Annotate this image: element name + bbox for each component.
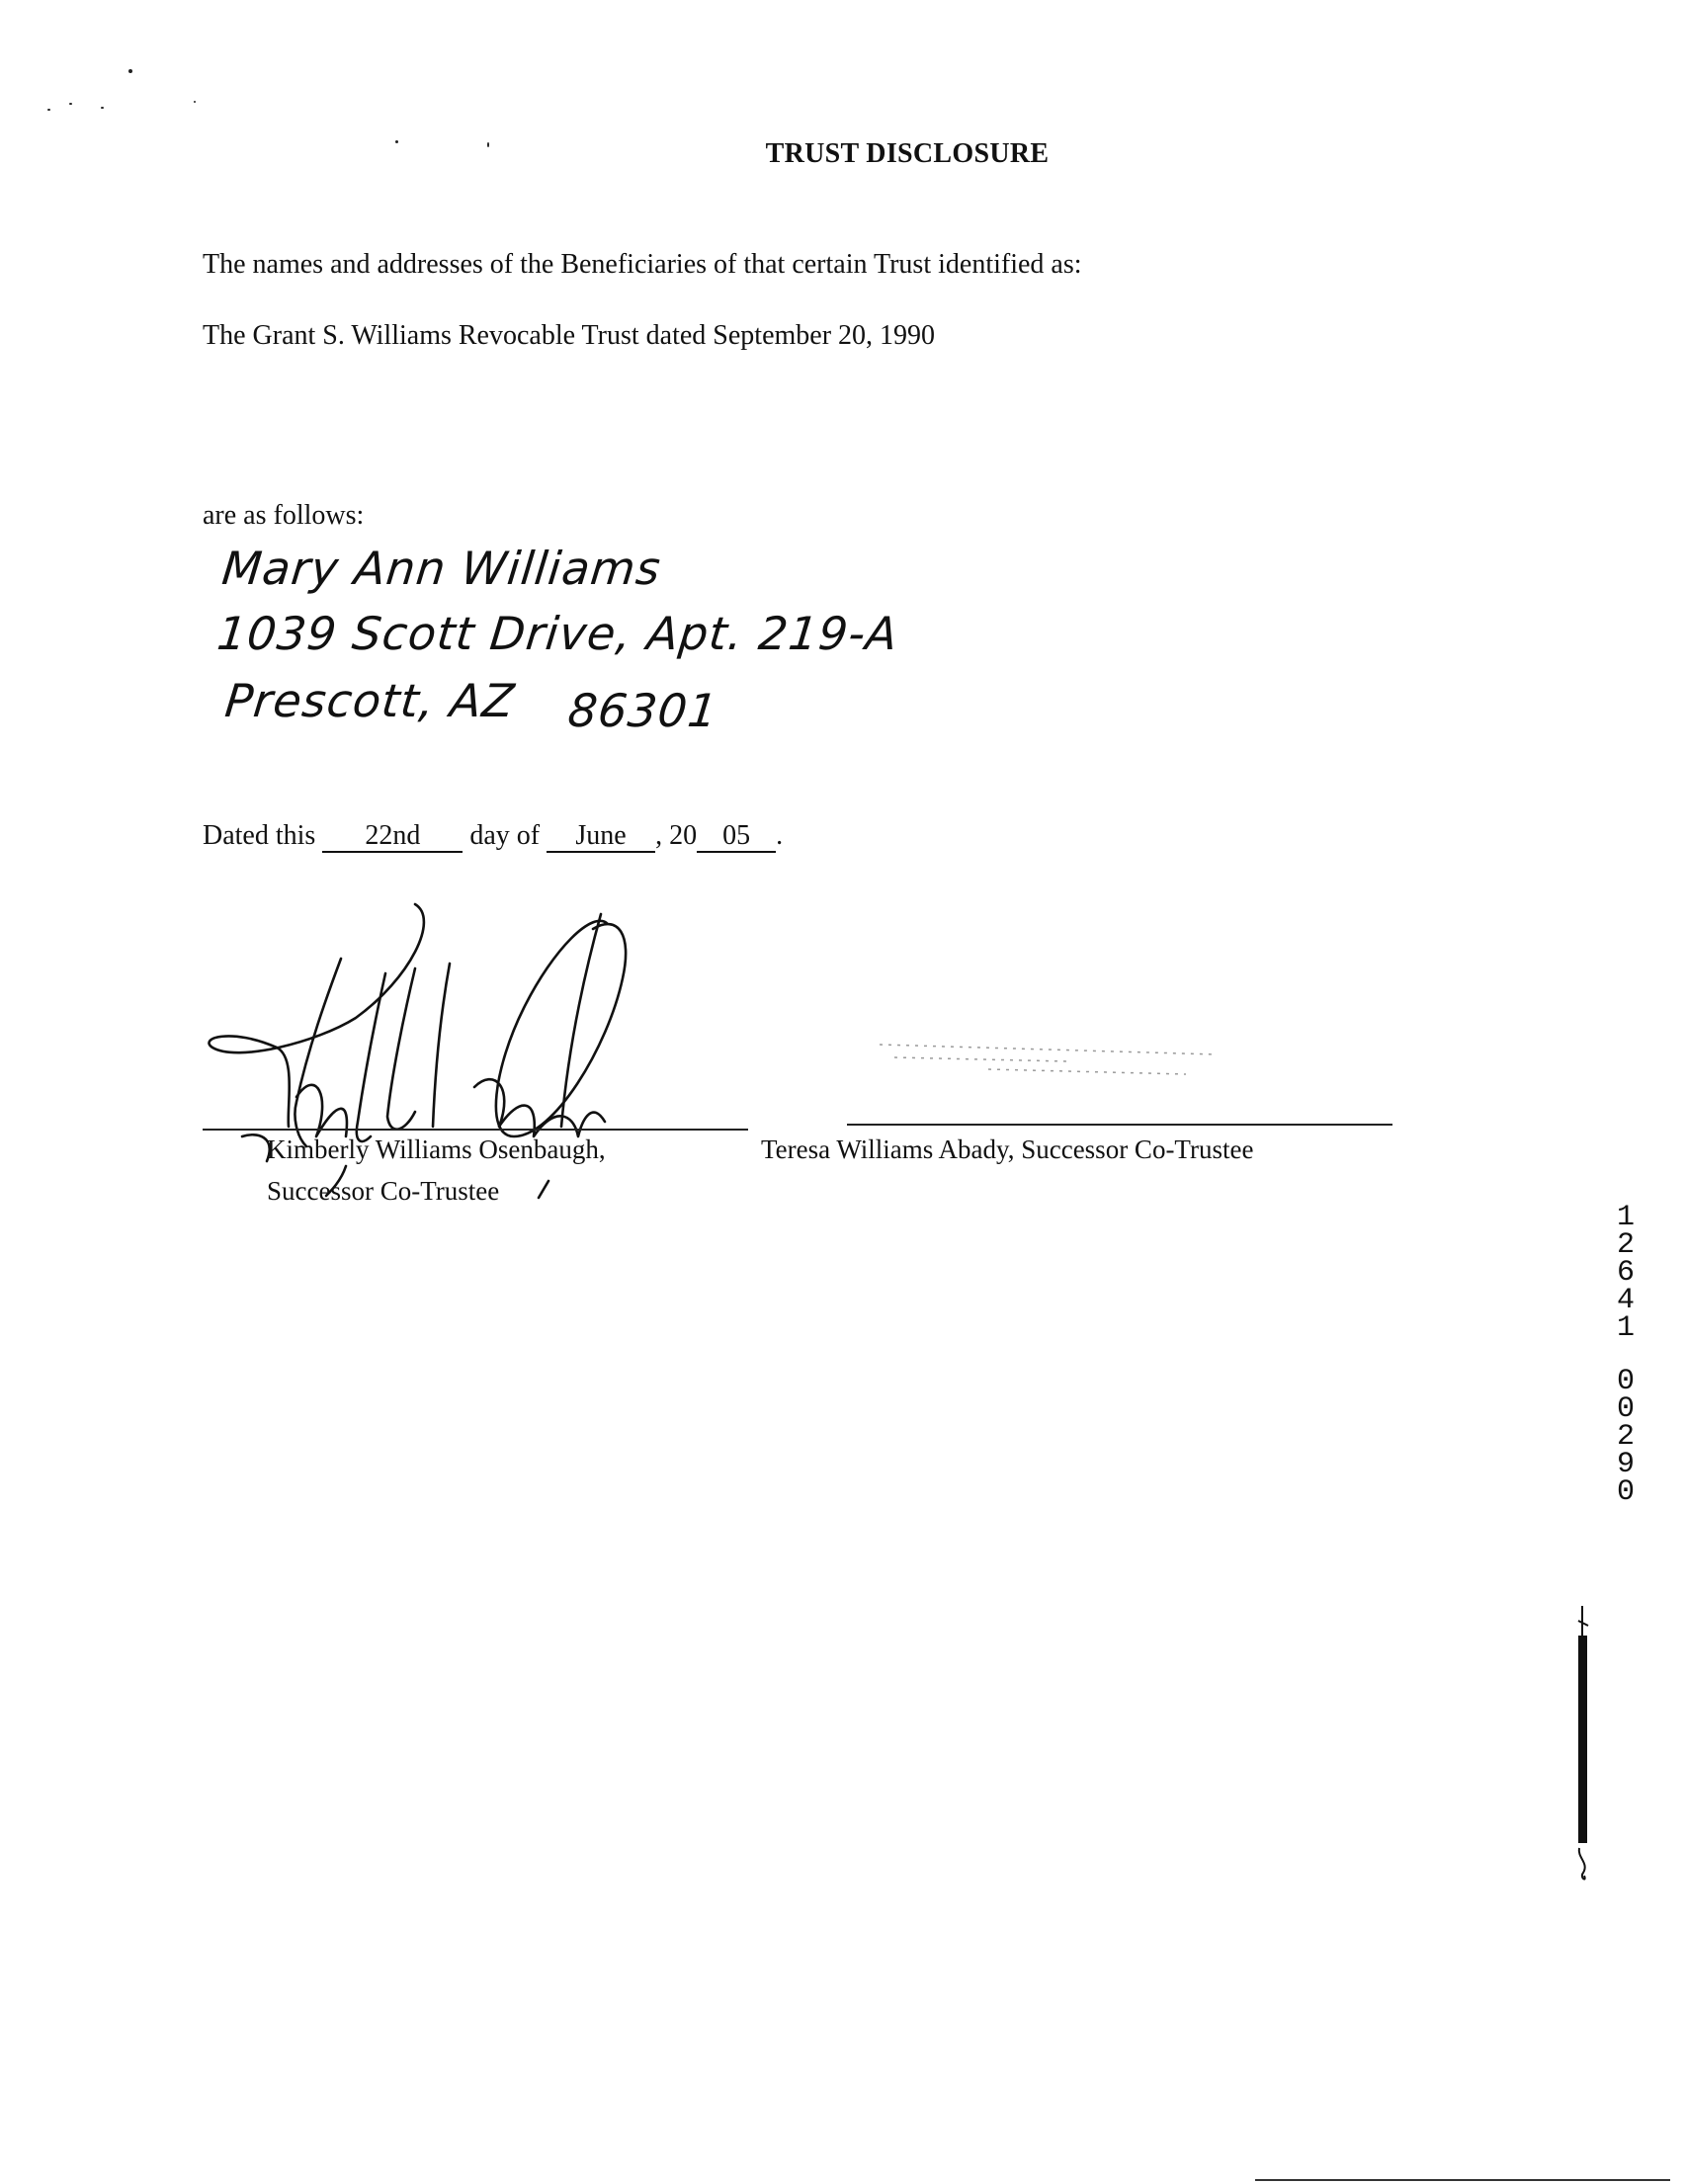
dated-end: . (776, 820, 784, 851)
document-title: TRUST DISCLOSURE (765, 138, 1050, 169)
dated-year: 05 (722, 820, 751, 851)
dated-year-prefix: , 20 (655, 820, 698, 851)
scan-speck (47, 109, 50, 111)
dated-month-field (547, 821, 655, 853)
dated-day-of: day of (469, 820, 541, 851)
dated-prefix: Dated this (203, 820, 316, 851)
stamp-group-2: 00290 (1616, 1365, 1635, 1509)
dated-month: June (575, 820, 627, 851)
beneficiary-name: Mary Ann Williams (219, 542, 664, 595)
scan-speck (194, 101, 196, 103)
dated-year-field (697, 821, 776, 853)
scan-speck (69, 103, 72, 105)
signature-line-kimberly (203, 1129, 748, 1131)
scan-speck (128, 69, 132, 73)
signatory-teresa: Teresa Williams Abady, Successor Co-Trustee (761, 1134, 1254, 1164)
stamp-group-1: 12641 (1616, 1201, 1635, 1345)
signatory-kimberly-name: Kimberly Williams Osenbaugh, (267, 1134, 606, 1164)
dated-day: 22nd (365, 820, 421, 851)
bottom-edge-line (1255, 2179, 1670, 2181)
signature-line-teresa (847, 1124, 1392, 1126)
filing-stamp (1611, 1201, 1641, 1509)
signatory-kimberly-role: Successor Co-Trustee (267, 1176, 500, 1206)
trust-name: The Grant S. Williams Revocable Trust dated September 20, 1990 (203, 320, 936, 351)
dated-line (203, 820, 783, 853)
beneficiary-city-state: Prescott, AZ (222, 674, 518, 727)
scan-speck (101, 107, 104, 109)
beneficiary-zip: 86301 (565, 684, 721, 737)
beneficiary-address-line1: 1039 Scott Drive, Apt. 219-A (214, 607, 901, 660)
intro-paragraph: The names and addresses of the Beneficiaries of that certain Trust identified as: (203, 249, 1082, 280)
dated-day-field (322, 821, 463, 853)
as-follows-label: are as follows: (203, 500, 365, 531)
